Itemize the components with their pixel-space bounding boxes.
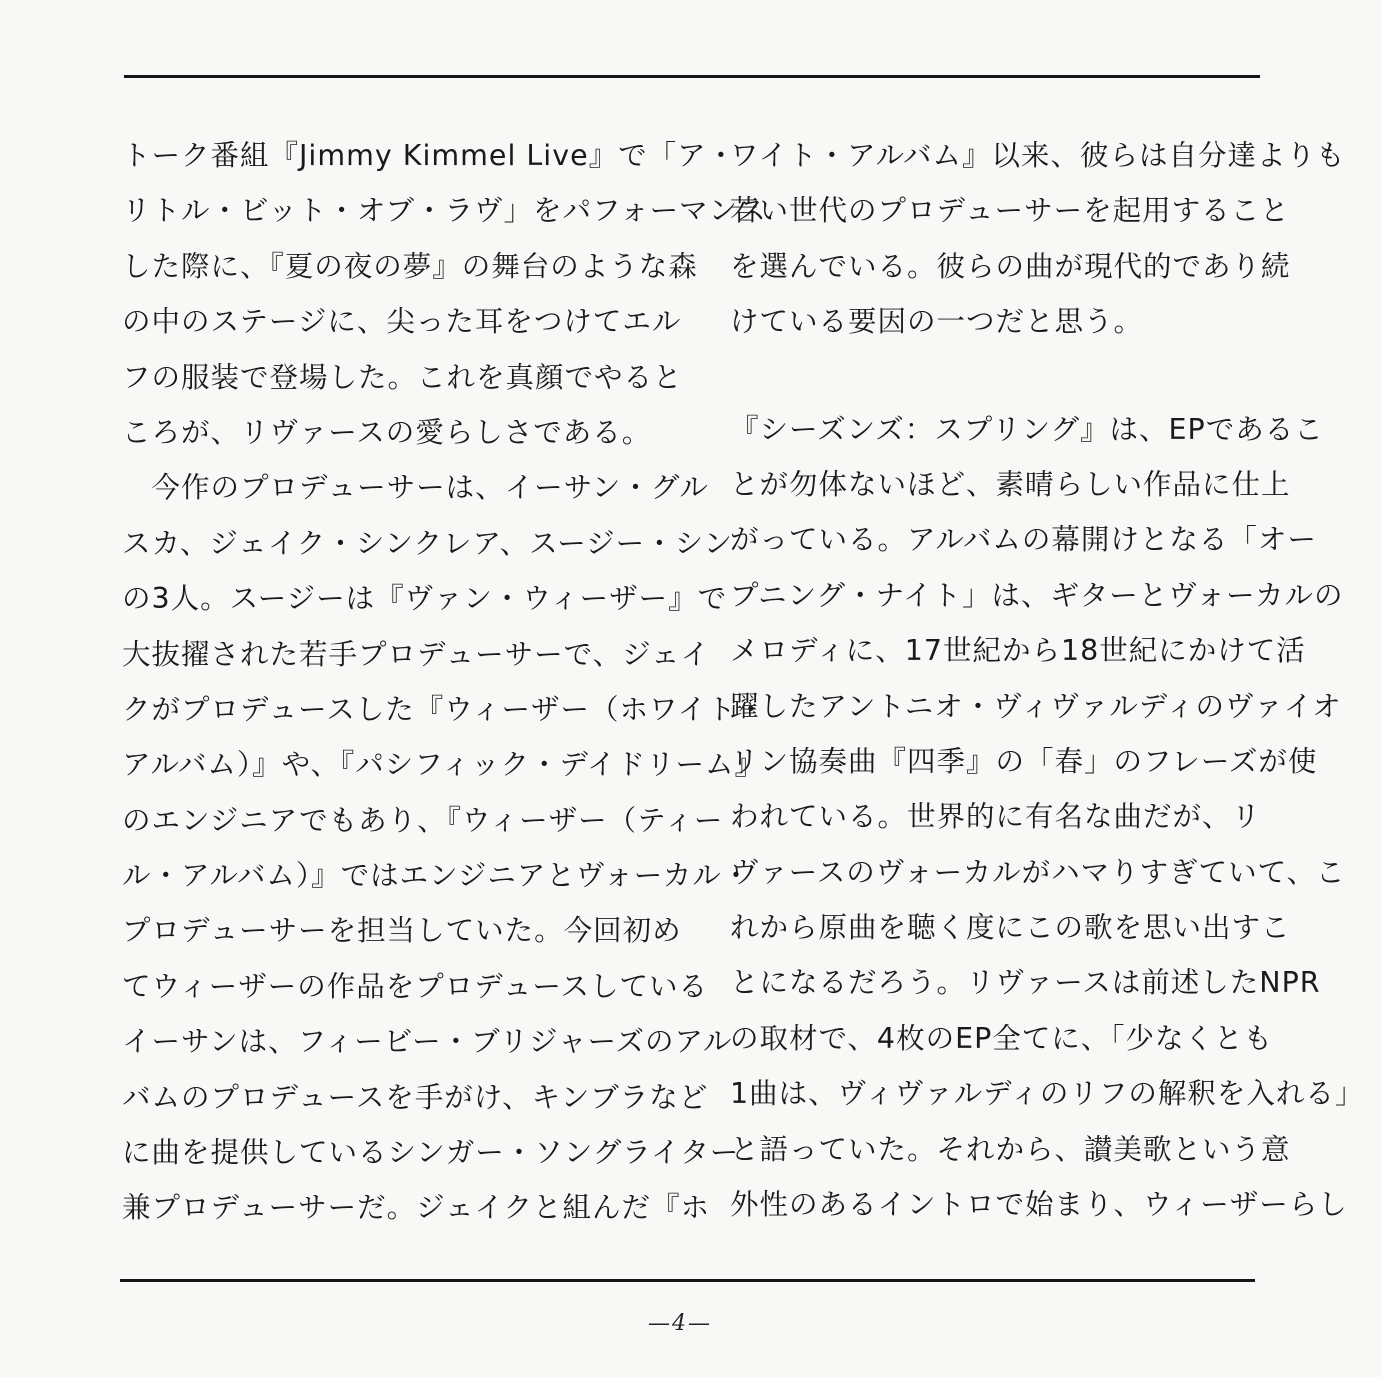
text-line: イーサンは、フィービー・ブリジャーズのアル xyxy=(122,1025,733,1059)
text-line: 若い世代のプロデューサーを起用すること xyxy=(730,194,1290,228)
text-line: けている要因の一つだと思う。 xyxy=(730,305,1144,339)
bottom-rule xyxy=(120,1279,1255,1282)
right-column xyxy=(730,128,1365,1232)
text-line: プロデューサーを担当していた。今回初め xyxy=(122,914,682,948)
text-line: のエンジニアでもあり、『ウィーザー（ティー xyxy=(122,803,724,837)
text-line: の中のステージに、尖った耳をつけてエル xyxy=(122,305,682,339)
text-line: スカ、ジェイク・シンクレア、スージー・シン xyxy=(122,526,733,560)
paragraph-gap xyxy=(730,350,1270,402)
text-line: メロディに、17世紀から18世紀にかけて活 xyxy=(730,634,1306,668)
text-line: リトル・ビット・オブ・ラヴ」をパフォーマンス xyxy=(122,194,767,228)
text-line: と語っていた。それから、讃美歌という意 xyxy=(730,1132,1291,1166)
text-line: がっている。アルバムの幕開けとなる「オー xyxy=(730,523,1317,557)
text-line: クがプロデュースした『ウィーザー（ホワイト・ xyxy=(122,692,767,726)
text-line: 外性のあるイントロで始まり、ウィーザーらし xyxy=(730,1188,1348,1222)
text-line: 兼プロデューサーだ。ジェイクと組んだ『ホ xyxy=(122,1191,711,1225)
text-line: 大抜擢された若手プロデューサーで、ジェイ xyxy=(122,637,711,671)
text-line: の3人。スージーは『ヴァン・ウィーザー』で xyxy=(122,582,728,616)
text-line: われている。世界的に有名な曲だが、リ xyxy=(730,800,1262,834)
text-line: ル・アルバム）』ではエンジニアとヴォーカル・ xyxy=(122,859,752,893)
text-line: ころが、リヴァースの愛らしさである。 xyxy=(122,415,652,449)
text-line: リン協奏曲『四季』の「春」のフレーズが使 xyxy=(730,744,1318,778)
paragraph xyxy=(730,128,1346,350)
text-line: プニング・ナイト」は、ギターとヴォーカルの xyxy=(730,578,1344,612)
text-line: 躍したアントニオ・ヴィヴァルディのヴァイオ xyxy=(730,689,1342,723)
text-line: 『シーズンズ：スプリング』は、EPであるこ xyxy=(730,412,1324,446)
page-number: —4— xyxy=(648,1311,712,1336)
text-line: てウィーザーの作品をプロデュースしている xyxy=(122,969,709,1003)
text-line: アルバム）』や、『パシフィック・デイドリーム』 xyxy=(122,748,765,782)
text-line: とが勿体ないほど、素晴らしい作品に仕上 xyxy=(730,467,1291,501)
text-line: の取材で、4枚のEP全てに、「少なくとも xyxy=(730,1021,1274,1055)
text-line: 1曲は、ヴィヴァルディのリフの解釈を入れる」 xyxy=(730,1077,1365,1111)
text-line: トーク番組『Jimmy Kimmel Live』で「ア・ xyxy=(122,139,737,172)
top-rule xyxy=(124,75,1260,78)
text-line: とになるだろう。リヴァースは前述したNPR xyxy=(730,966,1321,1000)
text-line: を選んでいる。彼らの曲が現代的であり続 xyxy=(730,249,1291,283)
text-line: バムのプロデュースを手がけ、キンブラなど xyxy=(122,1080,709,1114)
text-line: ヴァースのヴォーカルがハマりすぎていて、こ xyxy=(730,855,1346,889)
text-line: した際に、『夏の夜の夢』の舞台のような森 xyxy=(122,249,698,283)
text-line: 今作のプロデューサーは、イーサン・グル xyxy=(122,471,709,505)
text-line: に曲を提供しているシンガー・ソングライター xyxy=(122,1136,740,1170)
text-line: れから原曲を聴く度にこの歌を思い出すこ xyxy=(730,911,1291,945)
paragraph xyxy=(730,402,1365,1233)
text-line: ワイト・アルバム』以来、彼らは自分達よりも xyxy=(730,139,1346,172)
left-column xyxy=(122,128,767,1236)
text-line: フの服装で登場した。これを真顔でやると xyxy=(122,360,683,394)
